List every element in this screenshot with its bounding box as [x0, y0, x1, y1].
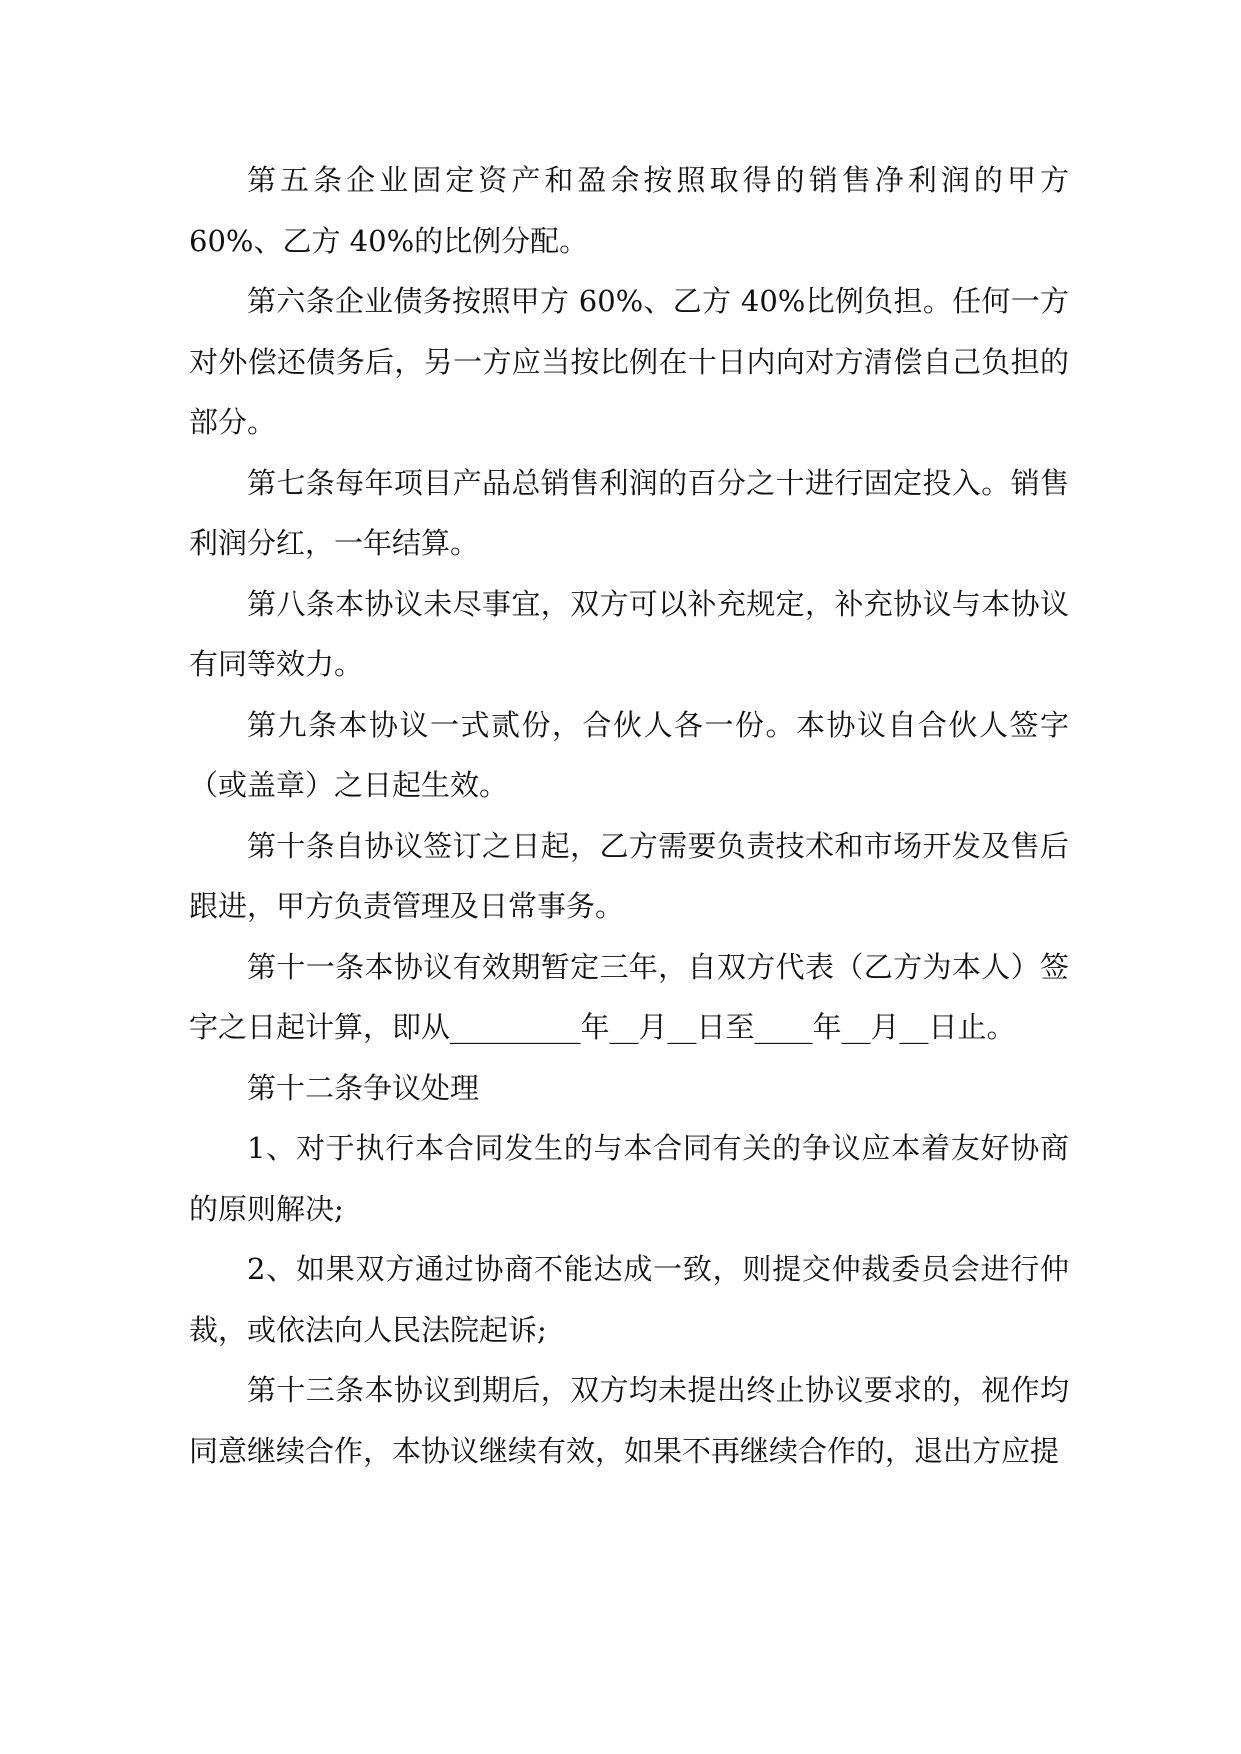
article-10-paragraph: 第十条自协议签订之日起，乙方需要负责技术和市场开发及售后跟进，甲方负责管理及日常事务。 — [189, 828, 1069, 923]
article-8-paragraph: 第八条本协议未尽事宜，双方可以补充规定，补充协议与本协议有同等效力。 — [189, 586, 1069, 681]
article-5-paragraph: 第五条企业固定资产和盈余按照取得的销售净利润的甲方 60%、乙方 40%的比例分配。 — [189, 163, 1079, 258]
article-7-paragraph: 第七条每年项目产品总销售利润的百分之十进行固定投入。销售利润分红，一年结算。 — [189, 465, 1069, 560]
article-6-paragraph: 第六条企业债务按照甲方 60%、乙方 40%比例负担。任何一方对外偿还债务后，另一方应当按比例在十日内向对方清偿自己负担的部分。 — [189, 284, 1069, 439]
article-13-paragraph: 第十三条本协议到期后，双方均未提出终止协议要求的，视作均同意继续合作，本协议继续有效，如果不再继续合作的，退出方应提 — [189, 1373, 1069, 1468]
article-12-heading: 第十二条争议处理 — [247, 1070, 480, 1105]
document-body — [189, 150, 1079, 1481]
article-12-item-2: 2、如果双方通过协商不能达成一致，则提交仲裁委员会进行仲裁，或依法向人民法院起诉; — [189, 1252, 1069, 1347]
article-11-paragraph: 第十一条本协议有效期暂定三年，自双方代表（乙方为本人）签字之日起计算，即从_________年__月__日至____年__月__日止。 — [189, 949, 1069, 1044]
article-12-item-1: 1、对于执行本合同发生的与本合同有关的争议应本着友好协商的原则解决; — [189, 1131, 1069, 1226]
article-9-paragraph: 第九条本协议一式贰份，合伙人各一份。本协议自合伙人签字（或盖章）之日起生效。 — [189, 707, 1069, 802]
